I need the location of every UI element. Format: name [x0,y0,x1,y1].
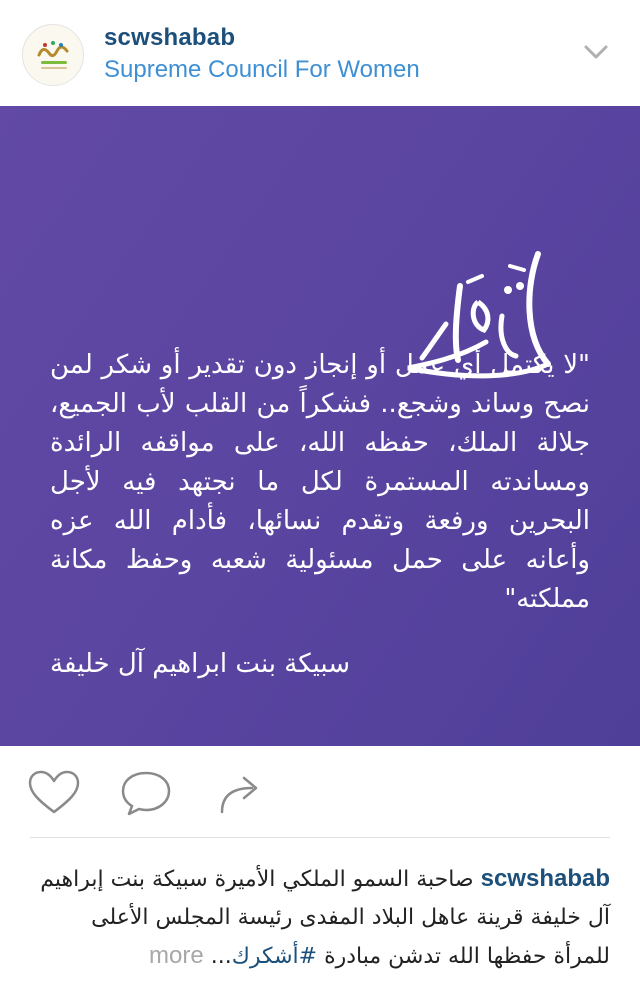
caption-hashtag[interactable]: #أشكرك [231,944,318,969]
post-location[interactable]: Supreme Council For Women [104,56,420,83]
post-quote-text: "لا يكتمل أي عمل أو إنجاز دون تقدير أو شكر لمن نصح وساند وشجع.. فشكراً من القلب لأب الجميع، جلالة الملك، حفظه الله، على مواقفه الرائدة ومساندته المستمرة لكل ما نجتهد فيه لأجل البحرين ورفعة وتقدم نسائها، فأدام الله عزه وأعانه على حمل مسئولية شعبه وحفظ مكانة مملكته" [50,350,590,614]
caption-ellipsis: ... [210,944,232,969]
profile-avatar[interactable] [22,24,84,86]
shabab-logo-icon [23,25,84,86]
post-signature: سبيكة بنت ابراهيم آل خليفة [50,649,351,679]
comment-icon[interactable] [118,768,174,818]
caption-username[interactable]: scwshabab [480,865,610,892]
share-icon[interactable] [212,768,268,818]
post-actions [0,746,640,838]
caption-more-link[interactable]: more [149,942,204,969]
post-username[interactable]: scwshabab [104,24,236,51]
chevron-down-icon[interactable] [582,40,610,64]
post-caption [30,860,610,976]
caption-text: صاحبة السمو الملكي الأميرة سبيكة بنت إبراهيم آل خليفة قرينة عاهل البلاد المفدى رئيسة المجلس الأعلى للمرأة حفظها الله تدشن مبادرة [40,867,610,969]
heart-icon[interactable] [26,768,82,818]
actions-divider [30,837,610,838]
post-image[interactable] [0,106,640,746]
post-header [0,0,640,106]
